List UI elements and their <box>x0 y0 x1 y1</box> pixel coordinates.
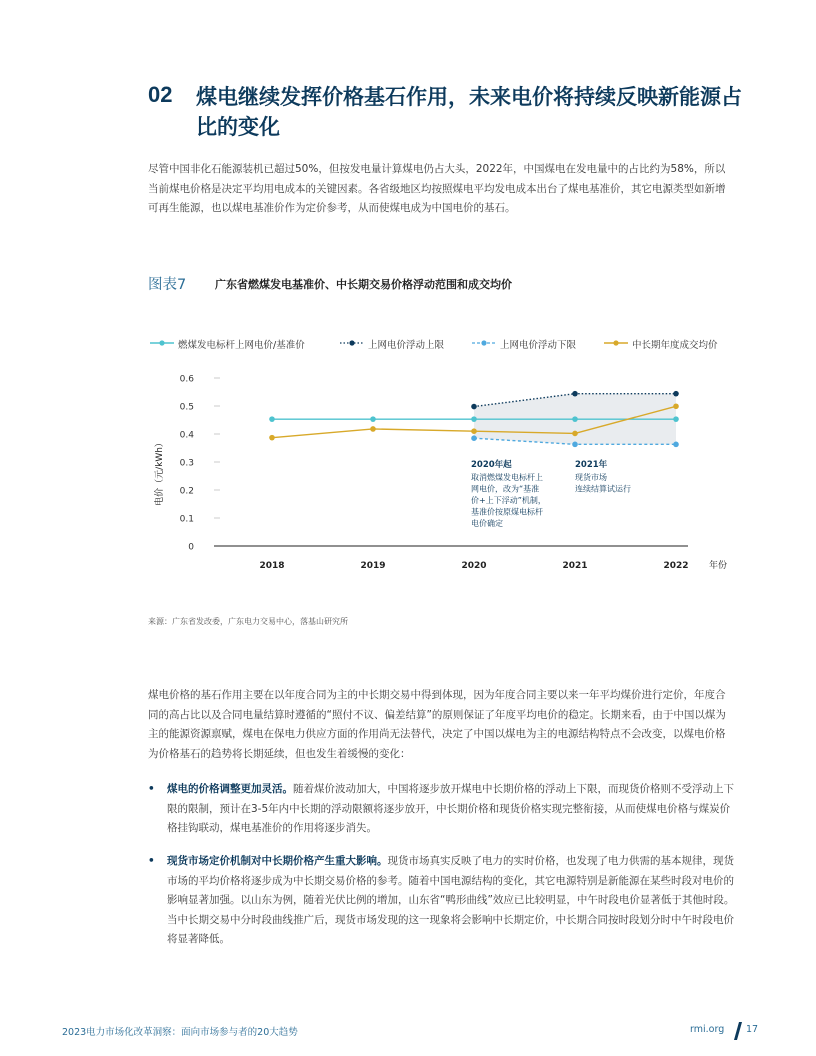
annotation-line: 网电价，改为“基准 <box>471 484 540 494</box>
x-tick-label: 2018 <box>259 561 285 571</box>
legend-label-upper-limit: 上网电价浮动上限 <box>368 340 445 351</box>
footer-page-info <box>676 1022 759 1040</box>
annotation-line: 连续结算试运行 <box>575 484 631 494</box>
annotation-line: 电价确定 <box>471 519 503 528</box>
data-point-3 <box>572 431 578 437</box>
annotation-line: 现货市场 <box>575 473 607 482</box>
footer-site-link[interactable]: rmi.org <box>690 1024 725 1035</box>
price-line-chart <box>148 360 738 575</box>
legend-label-benchmark: 燃煤发电标杆上网电价/基准价 <box>178 340 305 351</box>
data-point-3 <box>673 403 679 409</box>
footer-report-title: 2023电力市场化改革洞察：面向市场参与者的20大趋势 <box>62 1027 298 1038</box>
annotation-title: 2021年 <box>575 460 608 470</box>
bullet-text <box>167 852 738 950</box>
y-tick-label: 0.4 <box>179 430 194 441</box>
y-tick-label: 0.6 <box>179 374 194 385</box>
data-point-2 <box>572 442 578 448</box>
y-tick-label: 0 <box>188 542 194 553</box>
data-point-0 <box>269 416 275 422</box>
data-point-2 <box>673 442 679 448</box>
bullet-marker: • <box>148 783 155 795</box>
section-number: 02 <box>148 82 173 107</box>
x-axis-title: 年份 <box>708 561 728 571</box>
bullet-body: 随着煤价波动加大，中国将逐步放开煤电中长期价格的浮动上下限，而现货价格则不受浮动上下限的限制，预计在3-5年内中长期的浮动限额将逐步放开，中长期价格和现货价格实现完整衔接，从而使煤电价格与煤炭价格挂钩联动，煤电基准价的作用将逐步消失。 <box>167 783 734 834</box>
data-point-2 <box>471 435 477 441</box>
data-point-3 <box>269 435 275 441</box>
x-tick-label: 2019 <box>360 561 386 571</box>
legend-swatch-benchmark <box>150 338 174 348</box>
slash-icon <box>734 1022 742 1040</box>
figure-label: 图表7 <box>148 277 187 293</box>
y-axis-title: 电价（元/kWh） <box>155 438 165 506</box>
data-point-0 <box>370 416 376 422</box>
annotation-title: 2020年起 <box>471 460 512 470</box>
bullet-lead: 煤电的价格调整更加灵活。 <box>167 783 293 795</box>
data-point-0 <box>673 416 679 422</box>
figure-source: 来源：广东省发改委，广东电力交易中心，落基山研究所 <box>148 617 348 626</box>
x-tick-label: 2022 <box>663 561 689 571</box>
legend-swatch-lower-limit <box>472 338 496 348</box>
data-point-1 <box>572 391 578 397</box>
data-point-0 <box>572 416 578 422</box>
annotation-line: 价+上下浮动”机制， <box>471 496 546 505</box>
figure-title: 广东省燃煤发电基准价、中长期交易价格浮动范围和成交均价 <box>215 278 512 291</box>
bullet-lead: 现货市场定价机制对中长期价格产生重大影响。 <box>167 855 388 867</box>
body-paragraph: 煤电价格的基石作用主要在以年度合同为主的中长期交易中得到体现，因为年度合同主要以来一年平均煤价进行定价，年度合同的高占比以及合同电量结算时遵循的“照付不议、偏差结算”的原则保证了年度平均电价的稳定。长期来看，由于中国以煤为主的能源资源禀赋，煤电在保电力供应方面的作用尚无法替代，决定了中国以煤电为主的电源结构特点不会改变，以煤电价格为价格基石的趋势将长期延续，但也发生着缓慢的变化： <box>148 689 726 760</box>
intro-paragraph: 尽管中国非化石能源装机已超过50%，但按发电量计算煤电仍占大头，2022年，中国煤电在发电量中的占比约为58%，所以当前煤电价格是决定平均用电成本的关键因素。各省级地区均按照煤电平均发电成本出台了煤电基准价，其它电源类型如新增可再生能源，也以煤电基准价作为定价参考，从而使煤电成为中国电价的基石。 <box>148 163 726 214</box>
bullet-text <box>167 780 738 839</box>
annotation-line: 基准价按原煤电标杆 <box>471 507 543 517</box>
x-tick-label: 2020 <box>461 561 487 571</box>
data-point-0 <box>471 416 477 422</box>
chart-legend <box>148 336 738 352</box>
bullet-body: 现货市场真实反映了电力的实时价格，也发现了电力供需的基本规律，现货市场的平均价格将逐步成为中长期交易价格的参考。随着中国电源结构的变化，其它电源特别是新能源在某些时段对电价的影响显著加强。以山东为例，随着光伏比例的增加，山东省“鸭形曲线”效应已比较明显，中午时段电价显著低于其他时段。当中长期交易中分时段曲线推广后，现货市场发现的这一现象将会影响中长期定价，中长期合同按时段划分时中午时段电价将显著降低。 <box>167 855 735 945</box>
legend-swatch-upper-limit <box>340 338 364 348</box>
data-point-1 <box>673 391 679 397</box>
x-tick-label: 2021 <box>562 561 588 571</box>
data-point-3 <box>471 428 477 434</box>
legend-label-avg-price: 中长期年度成交均价 <box>632 340 718 351</box>
legend-swatch-avg-price <box>604 338 628 348</box>
y-tick-label: 0.1 <box>179 514 194 525</box>
page-number: 17 <box>746 1024 759 1035</box>
y-tick-label: 0.3 <box>179 458 194 469</box>
legend-label-lower-limit: 上网电价浮动下限 <box>500 340 577 351</box>
y-tick-label: 0.2 <box>179 486 194 497</box>
annotation-line: 取消燃煤发电标杆上 <box>471 473 543 482</box>
data-point-1 <box>471 404 477 410</box>
section-title: 煤电继续发挥价格基石作用，未来电价将持续反映新能源占比的变化 <box>196 85 742 139</box>
data-point-3 <box>370 426 376 432</box>
y-tick-label: 0.5 <box>179 402 194 413</box>
bullet-marker: • <box>148 855 155 867</box>
